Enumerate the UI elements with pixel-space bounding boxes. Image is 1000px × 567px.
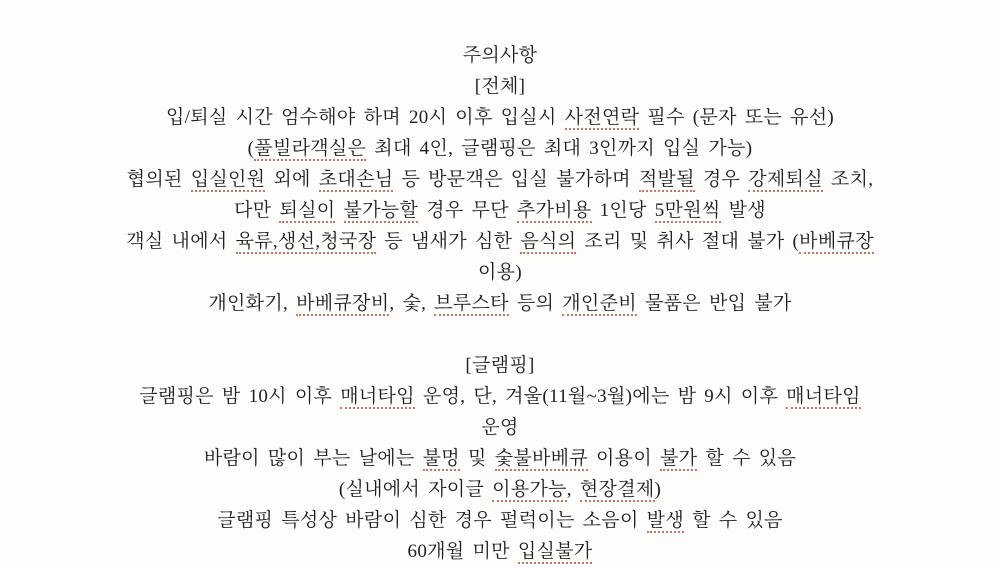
text-run: ( [247, 138, 255, 159]
text-run: 물품은 반입 불가 [636, 293, 792, 314]
misspelled-word: 개인준비 [562, 293, 637, 314]
text-line [48, 226, 952, 257]
text-run: ) [654, 479, 662, 500]
text-run: 이용이 [587, 448, 661, 469]
misspelled-word: 매너타임 [340, 386, 415, 407]
misspelled-word: 입실인원 [190, 169, 266, 190]
text-line [48, 505, 952, 536]
misspelled-word: 발생 [646, 510, 684, 531]
misspelled-word: 추가비용 [516, 200, 592, 221]
text-run: , [566, 479, 580, 500]
text-run: 입/퇴실 시간 엄수해야 하며 20시 이후 입실시 [166, 107, 565, 128]
text-line [48, 443, 952, 474]
text-run: 발생 [720, 200, 766, 221]
text-run: 60개월 미만 [407, 541, 518, 562]
text-run: 등의 [508, 293, 563, 314]
text-line [48, 474, 952, 505]
misspelled-word: 이용가능 [492, 479, 567, 500]
text-run: 협의된 [126, 169, 191, 190]
misspelled-word: 현장결제 [579, 479, 655, 500]
text-run: 조치, [822, 169, 874, 190]
misspelled-word: 육류,생선,청국장 [235, 231, 377, 252]
text-line [48, 381, 952, 412]
text-run: 다만 [234, 200, 280, 221]
misspelled-word: 음식의 [520, 231, 577, 252]
document-body [48, 71, 952, 567]
text-run: 경우 [694, 169, 749, 190]
text-run: 글램핑 특성상 바람이 심한 경우 펄럭이는 소음이 [217, 510, 647, 531]
text-line [48, 412, 952, 443]
misspelled-word: 초대손님 [318, 169, 394, 190]
misspelled-word: 바베큐장 [799, 231, 874, 252]
text-run: 객실 내에서 [126, 231, 236, 252]
misspelled-word: 입실불가 [517, 541, 593, 562]
misspelled-word: 퇴실이 [279, 200, 336, 221]
text-line [48, 133, 952, 164]
text-run: 등 방문객은 입실 불가하며 [393, 169, 639, 190]
text-run: 조리 및 취사 절대 불가 ( [576, 231, 800, 252]
text-run: 바람이 많이 부는 날에는 [203, 448, 423, 469]
misspelled-word: 사전연락 [564, 107, 640, 128]
text-line [48, 164, 952, 195]
text-run: 1인당 [591, 200, 655, 221]
misspelled-word: 5만원씩 [654, 200, 721, 221]
text-run: 이용) [478, 262, 522, 283]
misspelled-word: 불멍 [422, 448, 460, 469]
misspelled-word: 적발될 [638, 169, 695, 190]
misspelled-word: 브루스타 [434, 293, 509, 314]
text-run: 할 수 있음 [697, 448, 797, 469]
section-heading: [전체] [474, 76, 526, 97]
text-run: 운영 [481, 417, 519, 438]
text-run: 최대 4인, 글램핑은 최대 3인까지 입실 가능) [366, 138, 753, 159]
document-title: 주의사항 [462, 45, 538, 66]
misspelled-word: 숯불바베큐 [494, 448, 588, 469]
text-run: 글램핑은 밤 10시 이후 [139, 386, 341, 407]
text-run: 및 [459, 448, 495, 469]
text-run: (실내에서 자이글 [338, 479, 493, 500]
text-run: 등 냄새가 심한 [376, 231, 521, 252]
text-run: 개인화기, [208, 293, 297, 314]
text-run: 외에 [265, 169, 319, 190]
misspelled-word: 풀빌라객실은 [254, 138, 367, 159]
section-heading: [글램핑] [465, 355, 535, 376]
misspelled-word: 바베큐장비 [296, 293, 390, 314]
text-line [48, 288, 952, 319]
misspelled-word: 불가 [660, 448, 698, 469]
text-line [48, 102, 952, 133]
text-run: 경우 무단 [418, 200, 517, 221]
text-line [48, 257, 952, 288]
text-line [48, 536, 952, 567]
misspelled-word: 매너타임 [786, 386, 861, 407]
section-gap [48, 319, 952, 350]
text-run: 필수 (문자 또는 유선) [639, 107, 834, 128]
misspelled-word: 불가능할 [343, 200, 419, 221]
text-run: 할 수 있음 [683, 510, 783, 531]
text-run: 운영, 단, 겨울(11월~3월)에는 밤 9시 이후 [414, 386, 787, 407]
text-run: , 숯, [389, 293, 435, 314]
text-run [335, 200, 343, 221]
text-line [48, 195, 952, 226]
misspelled-word: 강제퇴실 [748, 169, 823, 190]
